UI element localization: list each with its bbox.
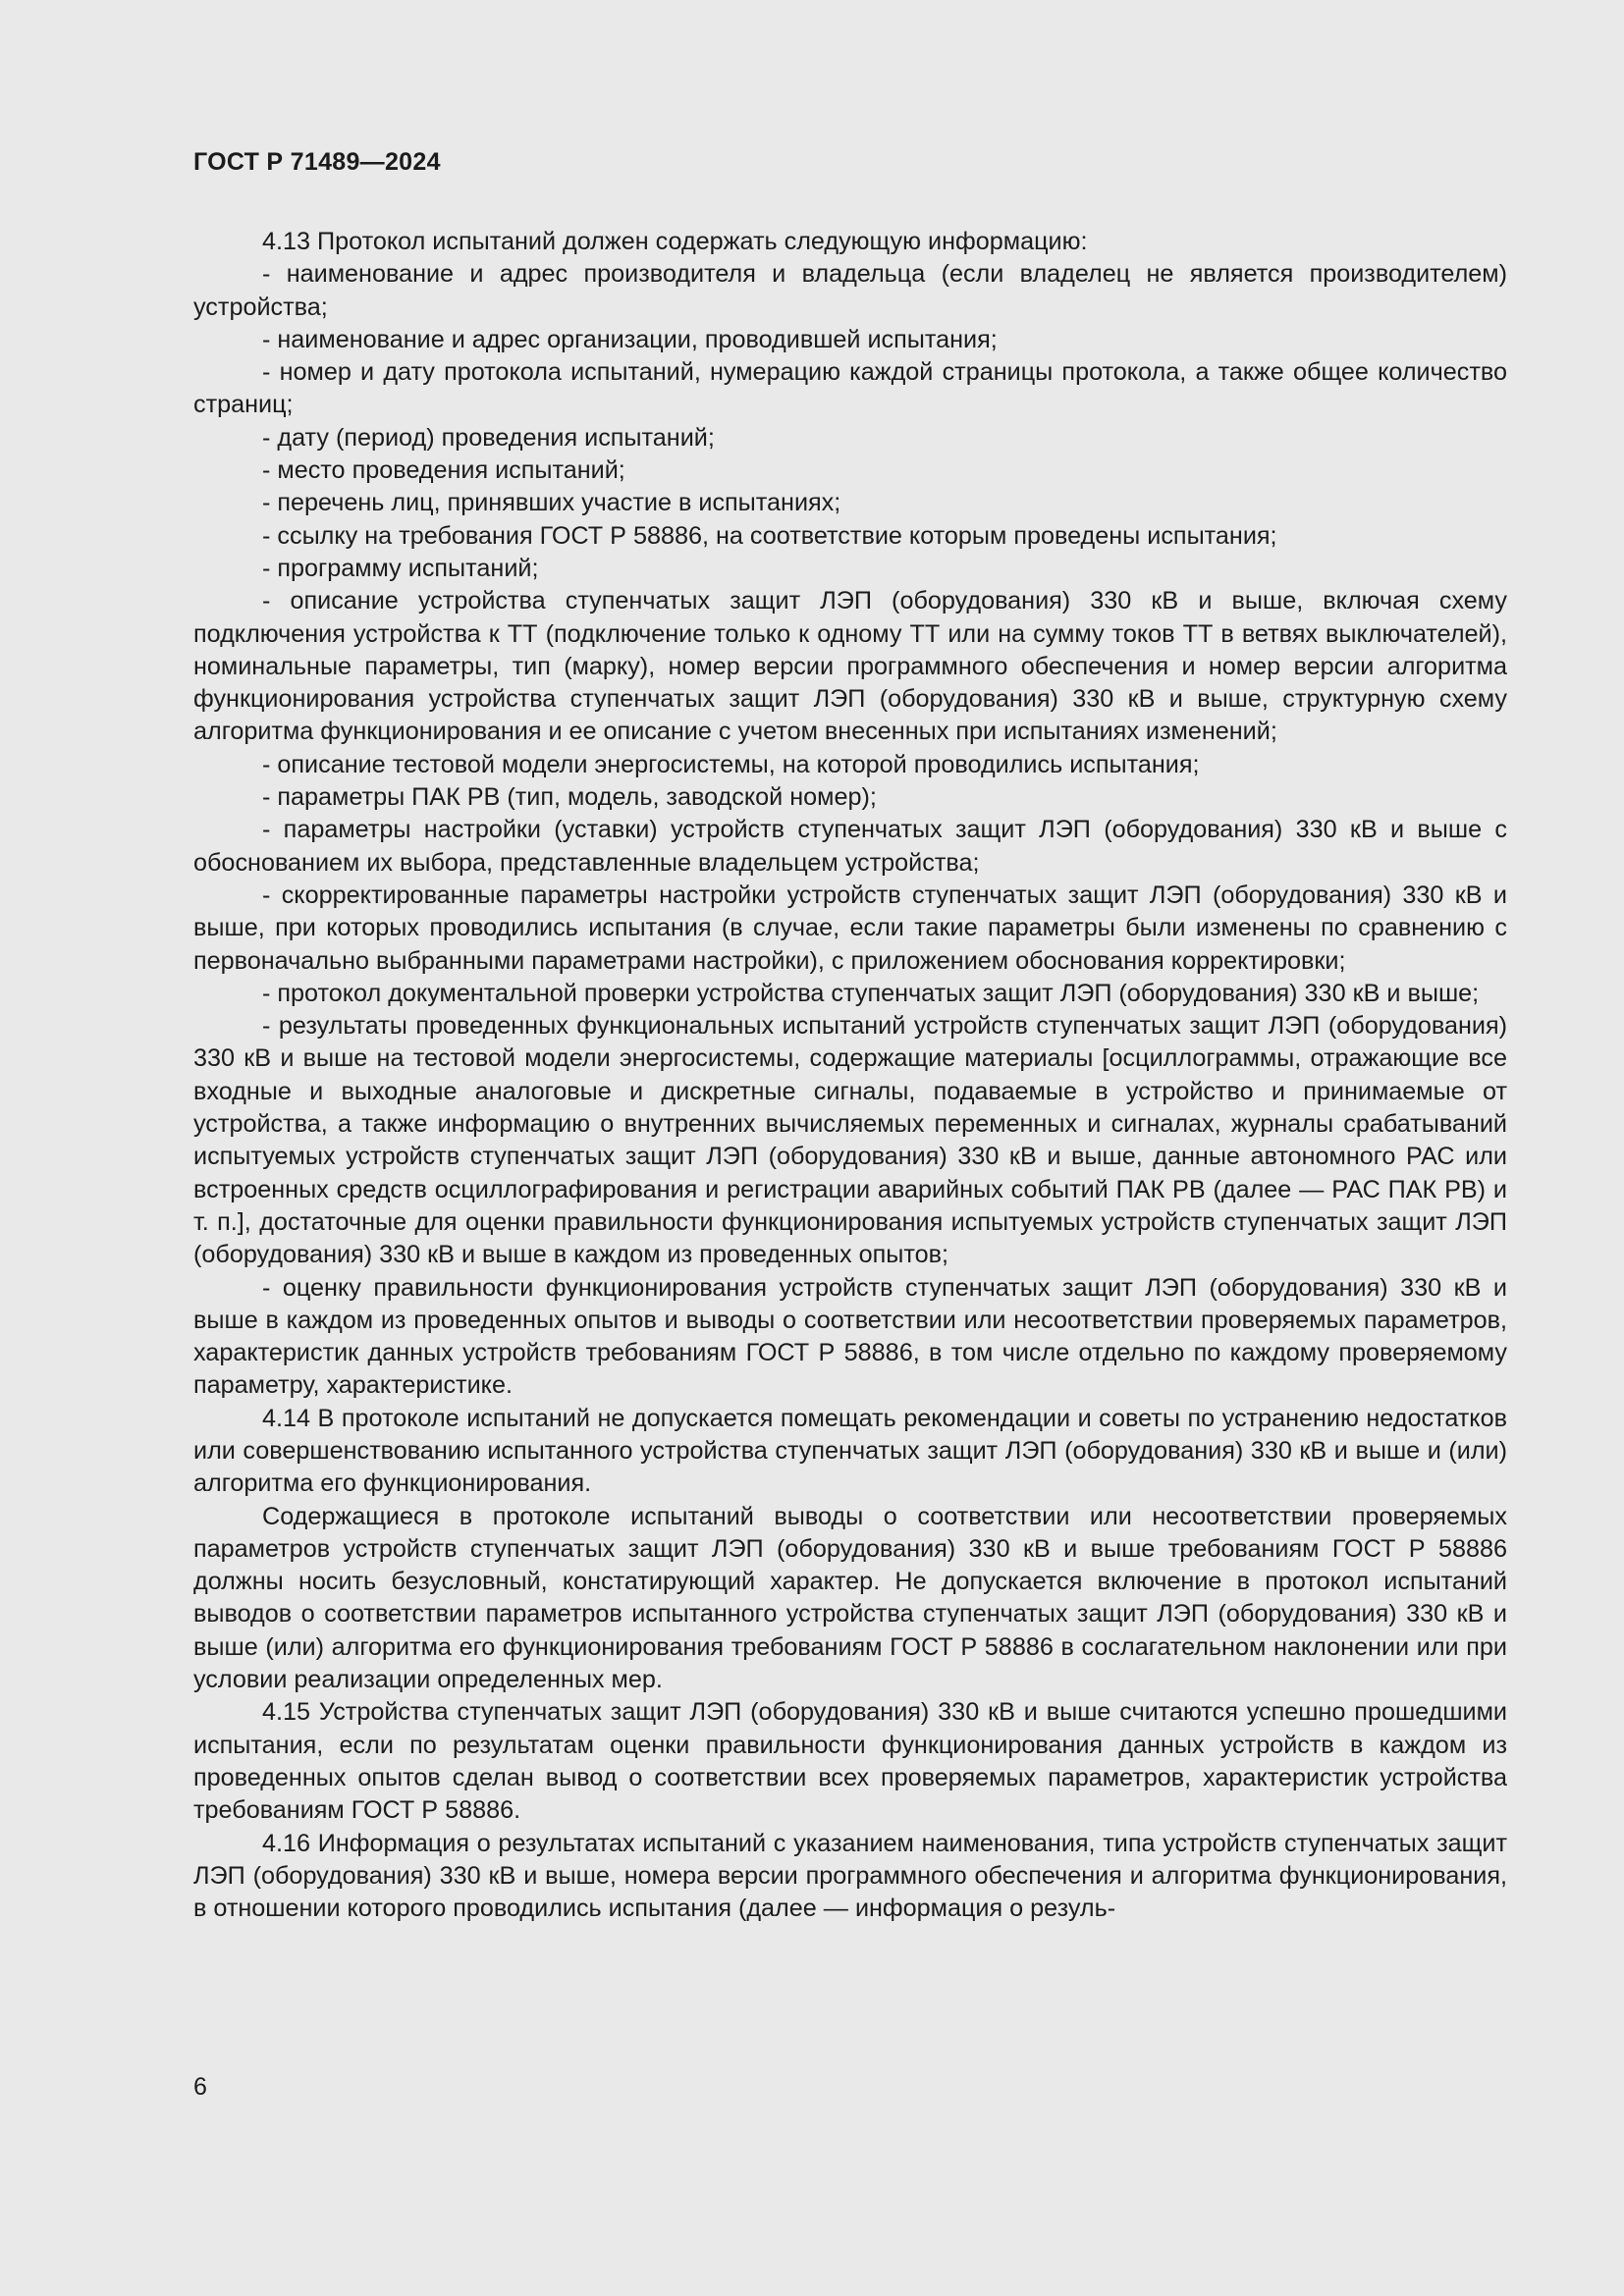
paragraph: - параметры ПАК РВ (тип, модель, заводской номер); (262, 783, 877, 812)
paragraph: - описание тестовой модели энергосистемы, на которой проводились испытания; (262, 750, 1200, 778)
paragraph: - наименование и адрес организации, проводившей испытания; (262, 325, 998, 353)
paragraph: 4.14 В протоколе испытаний не допускается помещать рекомендации и советы по устранению недостатков или совершенствованию испытанного устройства ступенчатых защит ЛЭП (оборудования) 330 кВ и выше и (или) алгоритма его функционирования. (193, 1404, 1507, 1498)
paragraph: - результаты проведенных функциональных испытаний устройств ступенчатых защит ЛЭП (оборудования) 330 кВ и выше на тестовой модели энергосистемы, содержащие материалы [осциллограммы, отражающие все входные и выходные аналоговые и дискретные сигналы, подаваемые в устройство и принимаемые от устройства, а также информацию о внутренних вычисляемых переменных и сигналах, журналы срабатываний испытуемых устройств ступенчатых защит ЛЭП (оборудования) 330 кВ и выше, данные автономного РАС или встроенных средств осциллографирования и регистрации аварийных событий ПАК РВ (далее — РАС ПАК РВ) и т. п.], достаточные для оценки правильности функционирования испытуемых устройств ступенчатых защит ЛЭП (оборудования) 330 кВ и выше в каждом из проведенных опытов; (193, 1012, 1507, 1269)
body-text (193, 226, 1507, 1925)
paragraph: - протокол документальной проверки устройства ступенчатых защит ЛЭП (оборудования) 330 кВ и выше; (262, 979, 1480, 1007)
paragraph: - ссылку на требования ГОСТ Р 58886, на соответствие которым проведены испытания; (262, 521, 1277, 550)
page-number: 6 (193, 2073, 207, 2101)
paragraph: - параметры настройки (уставки) устройств ступенчатых защит ЛЭП (оборудования) 330 кВ и выше с обоснованием их выбора, представленные владельцем устройства; (193, 816, 1507, 877)
paragraph: 4.13 Протокол испытаний должен содержать следующую информацию: (262, 228, 1088, 255)
document-header: ГОСТ Р 71489—2024 (193, 148, 441, 176)
paragraph: 4.15 Устройства ступенчатых защит ЛЭП (оборудования) 330 кВ и выше считаются успешно прошедшими испытания, если по результатам оценки правильности функционирования данных устройств в каждом из проведенных опытов сделан вывод о соответствии всех проверяемых параметров, характеристик устройства требованиям ГОСТ Р 58886. (193, 1698, 1507, 1825)
paragraph: - программу испытаний; (262, 554, 539, 582)
paragraph: - перечень лиц, принявших участие в испытаниях; (262, 489, 841, 517)
paragraph: - дату (период) проведения испытаний; (262, 423, 715, 452)
paragraph: - место проведения испытаний; (262, 456, 625, 485)
paragraph: Содержащиеся в протоколе испытаний выводы о соответствии или несоответствии проверяемых параметров устройств ступенчатых защит ЛЭП (оборудования) 330 кВ и выше требованиям ГОСТ Р 58886 должны носить безусловный, констатирующий характер. Не допускается включение в протокол испытаний выводов о соответствии параметров испытанного устройства ступенчатых защит ЛЭП (оборудования) 330 кВ и выше (или) алгоритма его функционирования требованиям ГОСТ Р 58886 в сослагательном наклонении или при условии реализации определенных мер. (193, 1502, 1507, 1694)
paragraph: - скорректированные параметры настройки устройств ступенчатых защит ЛЭП (оборудования) 330 кВ и выше, при которых проводились испытания (в случае, если такие параметры были изменены по сравнению с первоначально выбранными параметрами настройки), с приложением обоснования корректировки; (193, 881, 1507, 975)
paragraph: - оценку правильности функционирования устройств ступенчатых защит ЛЭП (оборудования) 330 кВ и выше в каждом из проведенных опытов и выводы о соответствии или несоответствии проверяемых параметров, характеристик данных устройств требованиям ГОСТ Р 58886, в том числе отдельно по каждому проверяемому параметру, характеристике. (193, 1273, 1507, 1400)
paragraph: - наименование и адрес производителя и владельца (если владелец не является производителем) устройства; (193, 260, 1507, 321)
paragraph: 4.16 Информация о результатах испытаний с указанием наименования, типа устройств ступенчатых защит ЛЭП (оборудования) 330 кВ и выше, номера версии программного обеспечения и алгоритма функционирования, в отношении которого проводились испытания (далее — информация о резуль- (193, 1829, 1507, 1923)
paragraph: - номер и дату протокола испытаний, нумерацию каждой страницы протокола, а также общее количество страниц; (193, 358, 1507, 419)
paragraph: - описание устройства ступенчатых защит ЛЭП (оборудования) 330 кВ и выше, включая схему подключения устройства к ТТ (подключение только к одному ТТ или на сумму токов ТТ в ветвях выключателей), номинальные параметры, тип (марку), номер версии программного обеспечения и номер версии алгоритма функционирования устройства ступенчатых защит ЛЭП (оборудования) 330 кВ и выше, структурную схему алгоритма функционирования и ее описание с учетом внесенных при испытаниях изменений; (193, 587, 1507, 746)
